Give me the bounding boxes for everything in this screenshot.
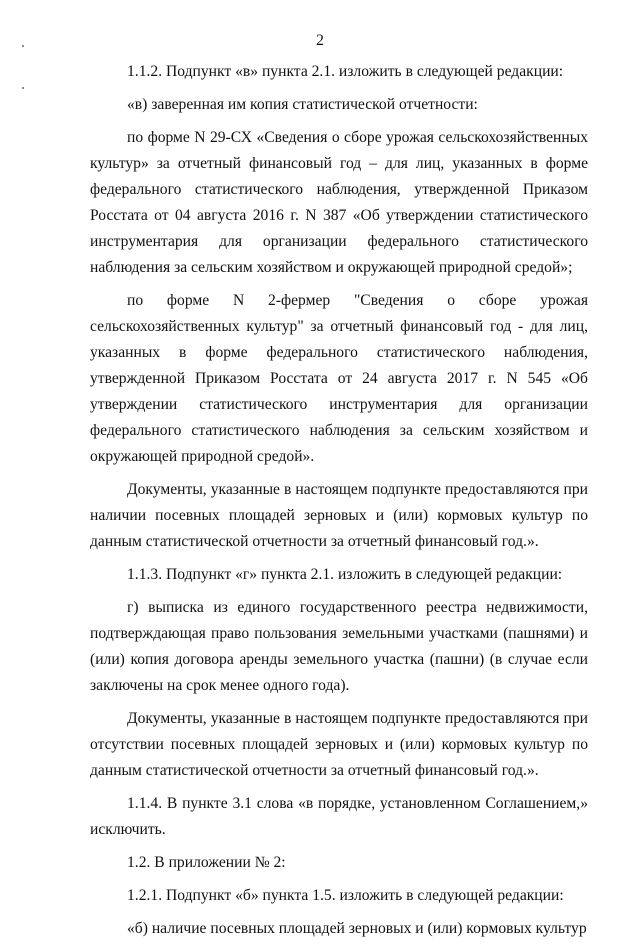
paragraph-1-1-3-heading: 1.1.3. Подпункт «г» пункта 2.1. изложить в следующей редакции: bbox=[127, 566, 563, 583]
paragraph-1-2-1-heading: 1.2.1. Подпункт «б» пункта 1.5. изложить в следующей редакции: bbox=[127, 887, 564, 904]
paragraph-subitem-v: «в) заверенная им копия статистической отчетности: bbox=[127, 96, 478, 113]
paragraph-subitem-g: г) выписка из единого государственного реестра недвижимости, подтверждающая право пользования земельными участками (пашнями) и (или) копия договора аренды земельного участка (пашни) (в случае если заключены на срок менее одного года). bbox=[90, 599, 588, 694]
paragraph-1-1-4: 1.1.4. В пункте 3.1 слова «в порядке, установленном Соглашением,» исключить. bbox=[90, 795, 588, 838]
page-number: 2 bbox=[316, 32, 324, 49]
paragraph-form-2-fermer: по форме N 2-фермер "Сведения о сборе урожая сельскохозяйственных культур" за отчетный финансовый год - для лиц, указанных в форме федерального статистического наблюдения, утвержденной Приказом Росстата от 24 августа 2017 г. N 545 «Об утверждении статистического инструментария для организации федерального статистического наблюдения за сельским хозяйством и окружающей природной средой». bbox=[90, 292, 588, 465]
paragraph-documents-absence: Документы, указанные в настоящем подпункте предоставляются при отсутствии посевных площадей зерновых и (или) кормовых культур по данным статистической отчетности за отчетный финансовый год.». bbox=[90, 710, 588, 779]
paragraph-1-2-heading: 1.2. В приложении № 2: bbox=[127, 854, 286, 871]
paragraph-1-1-2-heading: 1.1.2. Подпункт «в» пункта 2.1. изложить в следующей редакции: bbox=[127, 63, 564, 80]
scan-speck bbox=[22, 87, 24, 89]
paragraph-subitem-b: «б) наличие посевных площадей зерновых и (или) кормовых культур bbox=[127, 920, 587, 937]
document-body bbox=[90, 59, 588, 949]
paragraph-form-29-sh: по форме N 29-СХ «Сведения о сборе урожая сельскохозяйственных культур» за отчетный финансовый год – для лиц, указанных в форме федерального статистического наблюдения, утвержденной Приказом Росстата от 04 августа 2016 г. N 387 «Об утверждении статистического инструментария для организации федерального статистического наблюдения за сельским хозяйством и окружающей природной средой»; bbox=[90, 129, 588, 276]
paragraph-documents-presence: Документы, указанные в настоящем подпункте предоставляются при наличии посевных площадей зерновых и (или) кормовых культур по данным статистической отчетности за отчетный финансовый год.». bbox=[90, 481, 588, 550]
